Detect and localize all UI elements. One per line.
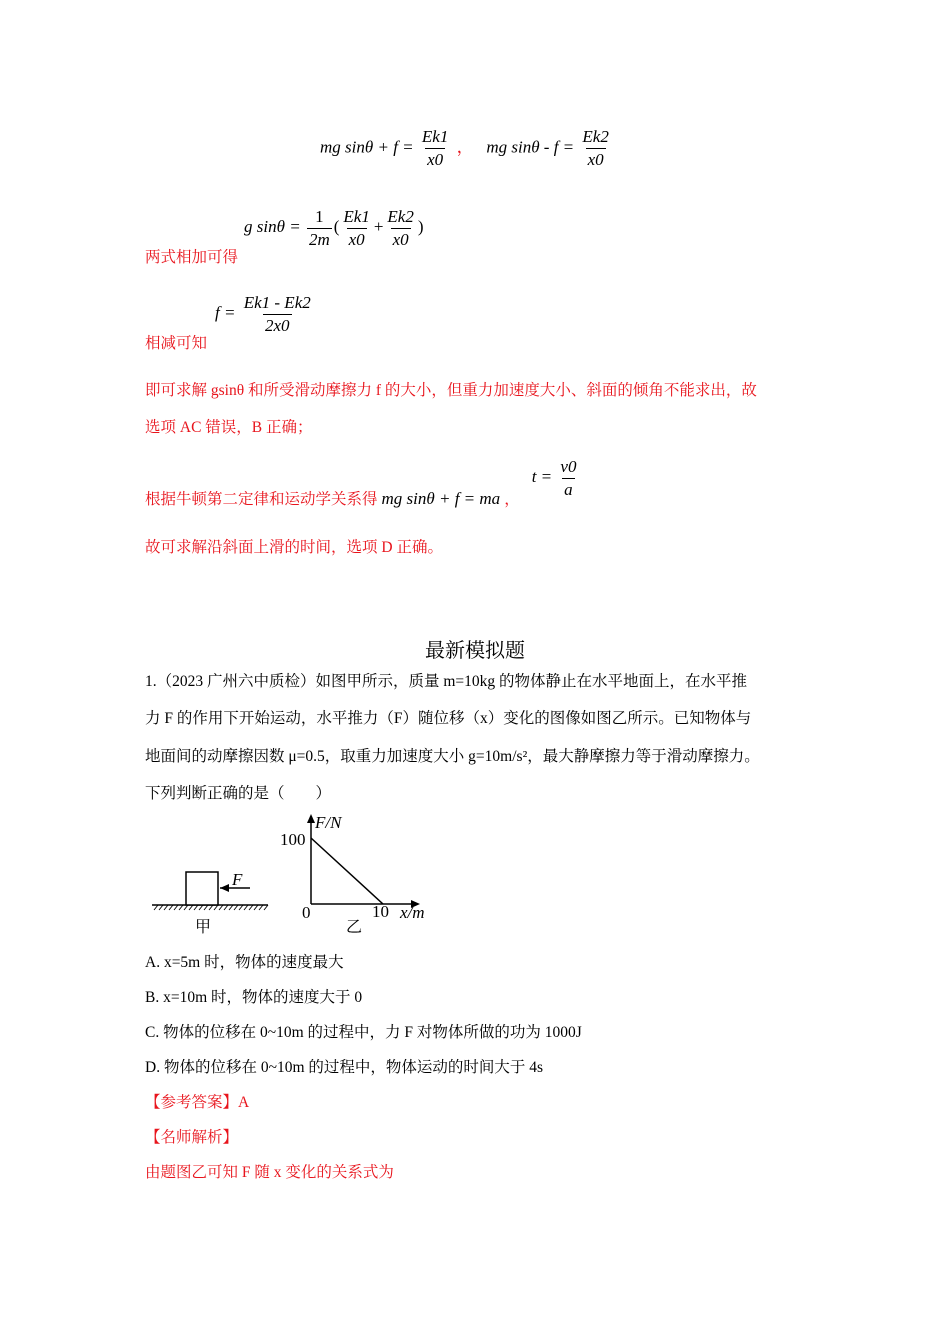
sum-frac-1 <box>341 208 371 249</box>
figure-yi <box>280 813 425 936</box>
diff-equation <box>215 293 315 335</box>
option-d: D. 物体的位移在 0~10m 的过程中，物体运动的时间大于 4s <box>145 1059 544 1076</box>
sum-coefficient <box>307 208 332 249</box>
time-numerator: v0 <box>560 457 577 476</box>
sum-plus: + <box>373 217 384 237</box>
analysis-heading: 【名师解析】 <box>145 1129 239 1146</box>
newton-equation: mg sinθ + f = ma <box>381 489 501 509</box>
eq2-numerator: Ek2 <box>582 127 609 146</box>
eq1-denominator: x0 <box>427 149 444 169</box>
eq1-lhs: mg sinθ + f = <box>320 137 414 157</box>
answer: 【参考答案】A <box>145 1094 250 1111</box>
time-fraction <box>558 458 578 499</box>
question-line-4: 下列判断正确的是（ ） <box>145 785 332 802</box>
sum-coef-num: 1 <box>315 207 324 226</box>
sum-line <box>145 207 424 267</box>
diff-fraction <box>242 294 313 335</box>
y-tick-label: 100 <box>280 830 306 849</box>
question-line-1: 1.（2023 广州六中质检）如图甲所示，质量 m=10kg 的物体静止在水平地面上，在水平推 <box>145 673 748 690</box>
y-axis-label-text: F/N <box>315 813 342 832</box>
eq2-fraction <box>580 128 610 169</box>
figure <box>140 808 440 943</box>
force-arrow-head-icon <box>220 884 229 892</box>
newton-separator: ， <box>504 491 520 509</box>
question-line-2: 力 F 的作用下开始运动，水平推力（F）随位移（x）变化的图像如图乙所示。已知物体与 <box>145 710 752 727</box>
x-tick-label: 10 <box>372 902 389 921</box>
eq2-lhs: mg sinθ - f = <box>486 137 575 157</box>
question-line-3: 地面间的动摩擦因数 μ=0.5，取重力加速度大小 g=10m/s²，最大静摩擦力等于滑动摩擦力。 <box>145 748 760 765</box>
diff-numerator: Ek1 - Ek2 <box>243 293 311 312</box>
diff-lhs: f = <box>215 303 236 323</box>
time-lhs: t = <box>531 467 553 487</box>
eq-separator: ， <box>456 137 474 157</box>
option-c: C. 物体的位移在 0~10m 的过程中，力 F 对物体所做的功为 1000J <box>145 1024 582 1041</box>
eq1-fraction <box>420 128 450 169</box>
sum-coef-den: 2m <box>308 229 330 249</box>
para1-line1: 即可求解 gsinθ 和所受滑动摩擦力 f 的大小，但重力加速度大小、斜面的倾角不能求出，故 <box>145 382 757 399</box>
diff-label: 相减可知 <box>145 335 208 353</box>
analysis-line: 由题图乙可知 F 随 x 变化的关系式为 <box>145 1164 394 1181</box>
diff-line <box>145 293 311 353</box>
sum-frac-2 <box>385 208 415 249</box>
equation-line-1 <box>320 128 613 169</box>
force-line <box>311 838 383 904</box>
option-b: B. x=10m 时，物体的速度大于 0 <box>145 989 363 1006</box>
sum-label: 两式相加可得 <box>145 249 239 267</box>
eq1-numerator: Ek1 <box>421 127 449 146</box>
conclusion-line: 故可求解沿斜面上滑的时间，选项 D 正确。 <box>145 539 443 556</box>
origin-label: 0 <box>302 903 311 922</box>
force-label: F <box>232 870 243 889</box>
diff-denominator: 2x0 <box>264 315 290 335</box>
sum-equation: g sinθ = $\frac{1}{2m}$ ( $\frac{Ek1}{x0}$ + $\frac{Ek2}{x0}$ ) <box>244 207 424 249</box>
time-denominator: a <box>564 479 573 499</box>
eq2-denominator: x0 <box>587 149 604 169</box>
y-axis-label <box>314 813 343 832</box>
option-a: A. x=5m 时，物体的速度最大 <box>145 954 344 971</box>
sum-lhs: g sinθ = <box>244 217 301 237</box>
sum-frac-2-num: Ek2 <box>387 207 414 226</box>
para1-line2: 选项 AC 错误，B 正确； <box>145 419 313 436</box>
y-axis-arrow-icon <box>307 814 315 823</box>
yi-label: 乙 <box>346 919 363 936</box>
sum-frac-1-den: x0 <box>348 229 365 249</box>
newton-line <box>145 457 577 509</box>
newton-label: 根据牛顿第二定律和运动学关系得 <box>145 491 378 509</box>
figure-jia <box>152 870 268 936</box>
block <box>186 872 218 905</box>
section-title: 最新模拟题 <box>425 640 525 662</box>
sum-frac-1-num: Ek1 <box>343 207 370 226</box>
time-equation <box>531 457 581 499</box>
x-axis-label: x/m <box>400 903 425 922</box>
sum-frac-2-den: x0 <box>392 229 409 249</box>
jia-label: 甲 <box>195 919 212 936</box>
